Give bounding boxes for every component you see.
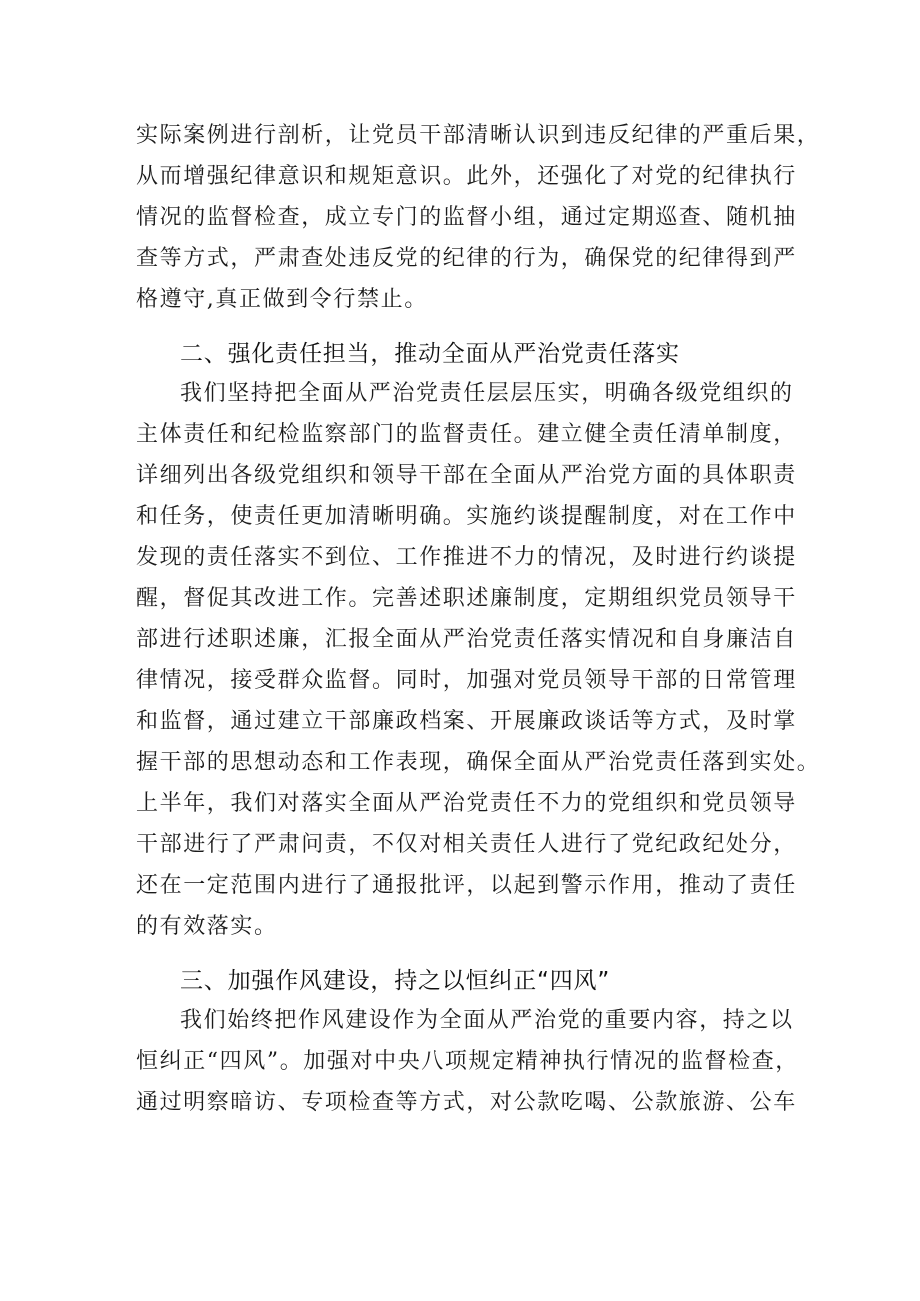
section-3-line-2: 恒纠正“四风”。加强对中央八项规定精神执行情况的监督检查， [136,1049,799,1074]
section-2-line-13: 还在一定范围内进行了通报批评，以起到警示作用，推动了责任 [136,873,797,898]
intro-line-5: 格遵守,真正做到令行禁止。 [136,287,428,312]
section-3-heading: 三、加强作风建设，持之以恒纠正“四风” [180,968,611,994]
intro-line-2: 从而增强纪律意识和规矩意识。此外，还强化了对党的纪律执行 [136,164,797,189]
section-2-line-2: 主体责任和纪检监察部门的监督责任。建立健全责任清单制度， [136,422,797,447]
section-2-heading: 二、强化责任担当，推动全面从严治党责任落实 [180,341,680,367]
section-2-line-5: 发现的责任落实不到位、工作推进不力的情况，及时进行约谈提 [136,545,797,570]
intro-line-4: 查等方式，严肃查处违反党的纪律的行为，确保党的纪律得到严 [136,246,797,271]
section-2-line-8: 律情况，接受群众监督。同时，加强对党员领导干部的日常管理 [136,668,797,693]
section-3-line-3: 通过明察暗访、专项检查等方式，对公款吃喝、公款旅游、公车 [136,1090,797,1115]
intro-line-3: 情况的监督检查，成立专门的监督小组，通过定期巡查、随机抽 [136,205,797,230]
section-2-line-12: 干部进行了严肃问责，不仅对相关责任人进行了党纪政纪处分， [136,832,797,857]
section-3-line-1: 我们始终把作风建设作为全面从严治党的重要内容，持之以 [180,1008,794,1033]
intro-line-1: 实际案例进行剖析，让党员干部清晰认识到违反纪律的严重后果， [136,123,821,148]
section-2-line-3: 详细列出各级党组织和领导干部在全面从严治党方面的具体职责 [136,463,797,488]
section-2-line-10: 握干部的思想动态和工作表现，确保全面从严治党责任落到实处。 [136,750,821,775]
section-2-line-4: 和任务，使责任更加清晰明确。实施约谈提醒制度，对在工作中 [136,504,797,529]
section-2-line-9: 和监督，通过建立干部廉政档案、开展廉政谈话等方式，及时掌 [136,709,797,734]
section-2-line-14: 的有效落实。 [136,914,278,939]
section-2-line-11: 上半年，我们对落实全面从严治党责任不力的党组织和党员领导 [136,791,797,816]
section-2-line-7: 部进行述职述廉，汇报全面从严治党责任落实情况和自身廉洁自 [136,627,797,652]
section-2-line-6: 醒，督促其改进工作。完善述职述廉制度，定期组织党员领导干 [136,586,797,611]
section-2-line-1: 我们坚持把全面从严治党责任层层压实，明确各级党组织的 [180,381,794,406]
